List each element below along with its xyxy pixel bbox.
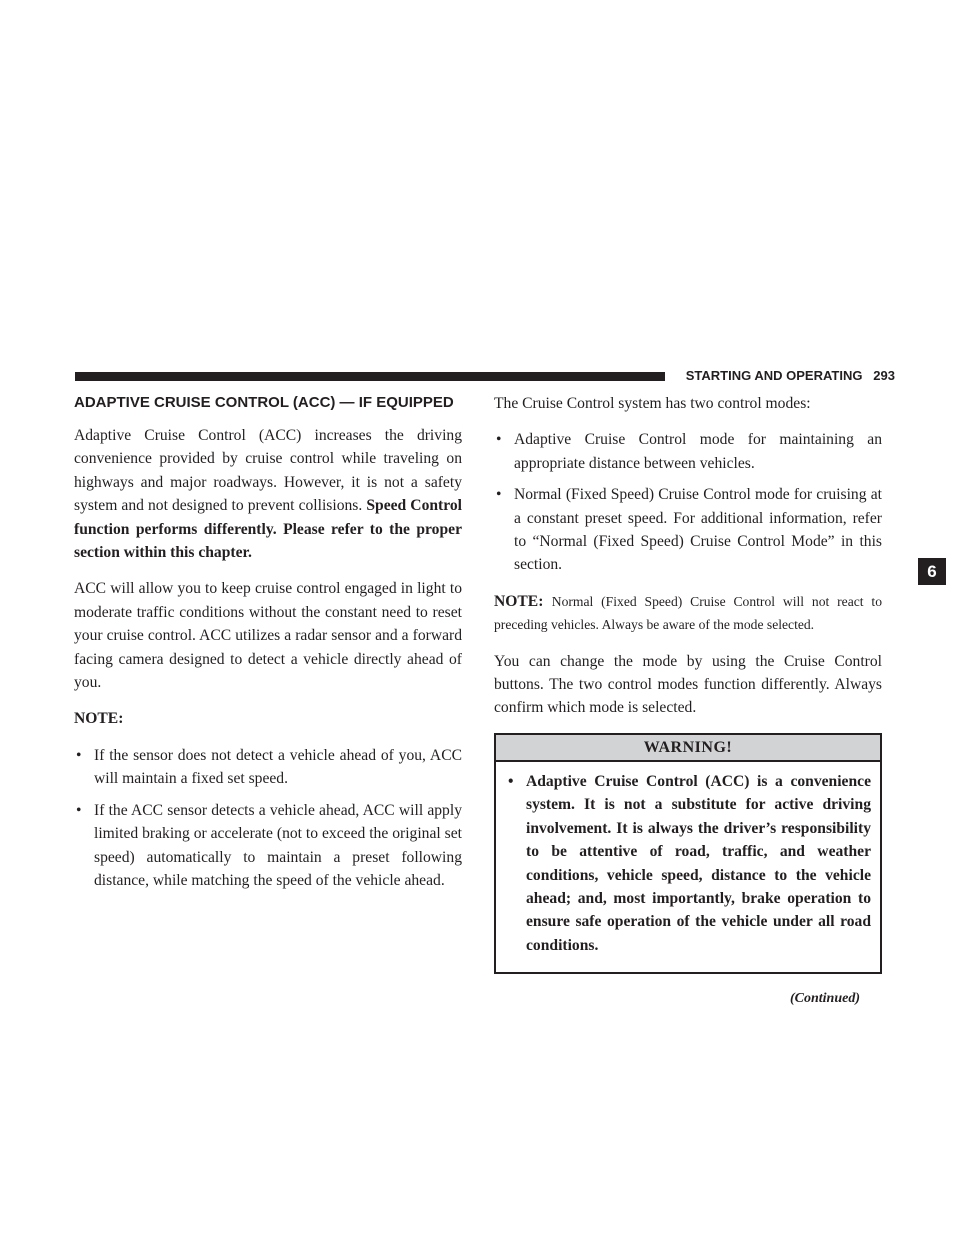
list-item: • If the ACC sensor detects a vehicle ahead, ACC will apply limited braking or accelerate (not to exceed the original set speed) automatically to maintain a preset following distance, while matching the speed of the vehicle ahead.	[74, 799, 462, 893]
page-number: 293	[873, 368, 895, 383]
list-item: • If the sensor does not detect a vehicle ahead of you, ACC will maintain a fixed set speed.	[74, 744, 462, 791]
bullet-icon: •	[508, 772, 514, 790]
mode-note	[494, 590, 882, 637]
intro-paragraph: Adaptive Cruise Control (ACC) increases the driving convenience provided by cruise control while traveling on highways and major roadways. However, it is not a safety system and not designed to prevent collisions. Speed Control function performs differently. Please refer to the proper section within this chapter.	[74, 427, 462, 562]
right-column	[494, 392, 882, 1011]
list-item: • Adaptive Cruise Control mode for maintaining an appropriate distance between vehicles.	[494, 428, 882, 475]
change-mode-paragraph: You can change the mode by using the Cruise Control buttons. The two control modes function differently. Always confirm which mode is selected.	[494, 652, 882, 717]
continued-label: (Continued)	[789, 991, 860, 1007]
emphasis-text: Speed Control function performs differently. Please refer to the proper section within this chapter.	[74, 497, 462, 562]
note-label: NOTE:	[494, 592, 544, 610]
bullet-icon: •	[496, 431, 502, 449]
list-item: • Adaptive Cruise Control (ACC) is a convenience system. It is not a substitute for active driving involvement. It is always the driver’s responsibility to be attentive of road, traffic, and weather conditions, vehicle speed, distance to the vehicle ahead; and, most importantly, brake operation to ensure safe operation of the vehicle under all road conditions.	[506, 770, 871, 957]
bullet-icon: •	[76, 746, 82, 764]
list-item: • Normal (Fixed Speed) Cruise Control mode for cruising at a constant preset speed. For additional information, refer to “Normal (Fixed Speed) Cruise Control Mode” in this section.	[494, 483, 882, 577]
modes-intro: The Cruise Control system has two control modes:	[494, 395, 811, 412]
header-rule	[75, 372, 665, 381]
section-title: STARTING AND OPERATING	[685, 368, 863, 383]
warning-title: WARNING!	[496, 735, 880, 762]
left-column	[74, 392, 462, 905]
modes-list	[494, 428, 882, 576]
section-heading: ADAPTIVE CRUISE CONTROL (ACC) — IF EQUIPPED	[74, 394, 454, 411]
warning-box	[494, 733, 882, 974]
warning-body	[496, 762, 880, 972]
running-header	[675, 367, 895, 385]
note-label: NOTE:	[74, 710, 124, 728]
note-list	[74, 744, 462, 892]
chapter-tab: 6	[918, 558, 946, 585]
bullet-icon: •	[496, 486, 502, 504]
warning-list	[506, 770, 871, 957]
bullet-icon: •	[76, 801, 82, 819]
note-text: Normal (Fixed Speed) Cruise Control will not react to preceding vehicles. Always be aware of the mode selected.	[494, 593, 882, 633]
acc-paragraph: ACC will allow you to keep cruise control engaged in light to moderate traffic conditions without the constant need to reset your cruise control. ACC utilizes a radar sensor and a forward facing camera designed to detect a vehicle directly ahead of you.	[74, 580, 462, 692]
